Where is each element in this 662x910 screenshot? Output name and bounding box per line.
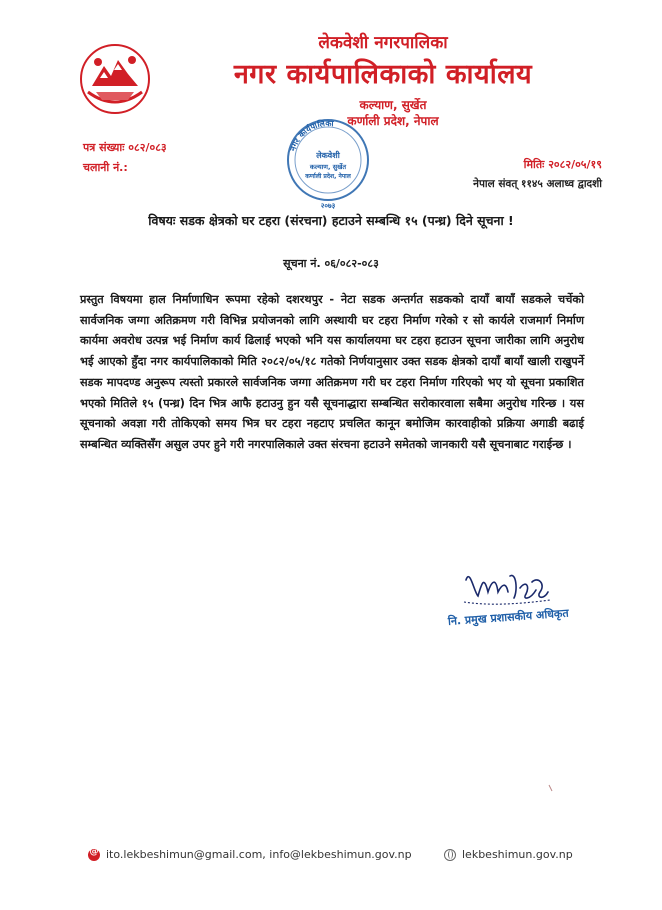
svg-text:नगर कार्यपालिका	[288, 118, 335, 153]
stamp-line-3: कल्याण, सुर्खेत	[309, 163, 347, 171]
reference-number: पत्र संख्याः ०८२/०८३	[83, 141, 167, 154]
footer-website	[444, 848, 573, 861]
stamp-year: २०७३	[320, 202, 336, 210]
nepal-samvat-date: नेपाल संवत् ११४५ अलाध्व द्वादशी	[473, 178, 602, 190]
email-icon	[88, 849, 100, 861]
address-line-2: कर्णाली प्रदेश, नेपाल	[347, 114, 439, 128]
stamp-line-2: लेकवेशी	[316, 151, 340, 160]
office-title: नगर कार्यपालिकाको कार्यालय	[233, 59, 533, 90]
footer-emails[interactable]: ito.lekbeshimun@gmail.com, info@lekbeshimun.gov.np	[106, 848, 412, 861]
dispatch-number: चलानी नं.:	[83, 161, 128, 174]
signatory-title: नि. प्रमुख प्रशासकीय अधिकृत	[447, 606, 570, 628]
stamp-arc-text: नगर कार्यपालिका	[288, 118, 334, 153]
address-line-1: कल्याण, सुर्खेत	[359, 98, 427, 112]
org-name: लेकवेशी नगरपालिका	[318, 33, 448, 53]
notice-subject: विषयः सडक क्षेत्रको घर टहरा (संरचना) हटाउने सम्बन्धि १५ (पन्ध्र) दिने सूचना !	[148, 213, 514, 228]
notice-number: सूचना नं. ०६/०८२-०८३	[283, 257, 379, 270]
notice-body: प्रस्तुत विषयमा हाल निर्माणाधिन रूपमा रहेको दशरथपुर - नेटा सडक अन्तर्गत सडकको दायाँ बायाँ सडकले चर्चेको सार्वजनिक जग्गा अतिक्रमण गरी विभिन्न प्रयोजनको लागि अस्थायी घर टहरा निर्माण गरेको र सो कार्यले राजमार्ग निर्माण कार्यमा अवरोध उत्पन्न भई निर्माण कार्य ढिलाई भएको भनि यस कार्यालयमा घर टहरा हटाउन सूचना जारीका लागि अनुरोध भई आएको हुँदा नगर कार्यपालिकाको मिति २०८२/०५/१८ गतेको निर्णयानुसार उक्त सडक क्षेत्रको दायाँ बायाँ खाली राखुपर्ने सडक मापदण्ड अनुरूप त्यस्तो प्रकारले सार्वजनिक जग्गा अतिक्रमण गरी घर टहरा निर्माण गरिएको भए यो सूचना प्रकाशित भएको मितिले १५ (पन्ध्र) दिन भित्र आफै हटाउनु हुन यसै सूचनाद्धारा सम्बन्धित सरोकारवाला सबैमा अनुरोध गरिन्छ । यस सूचनाको अवज्ञा गरी तोकिएको समय भित्र घर टहरा नहटाए प्रचलित कानून बमोजिम कारवाहीको प्रक्रिया अगाडी बढाई सम्बन्धित व्यक्तिसँग असुल उपर हुने गरी नगरपालिकाले उक्त संरचना हटाउने समेतको जानकारी यसै सूचनाबाट गराईन्छ ।	[80, 293, 584, 451]
footer-website-link[interactable]: lekbeshimun.gov.np	[462, 848, 573, 861]
office-stamp	[280, 112, 376, 212]
footer-contact	[88, 848, 412, 861]
stray-mark	[548, 784, 554, 792]
globe-icon	[444, 849, 456, 861]
letter-date: मितिः २०८२/०५/१९	[523, 158, 602, 171]
stamp-line-4: कर्णाली प्रदेश, नेपाल	[305, 173, 351, 180]
